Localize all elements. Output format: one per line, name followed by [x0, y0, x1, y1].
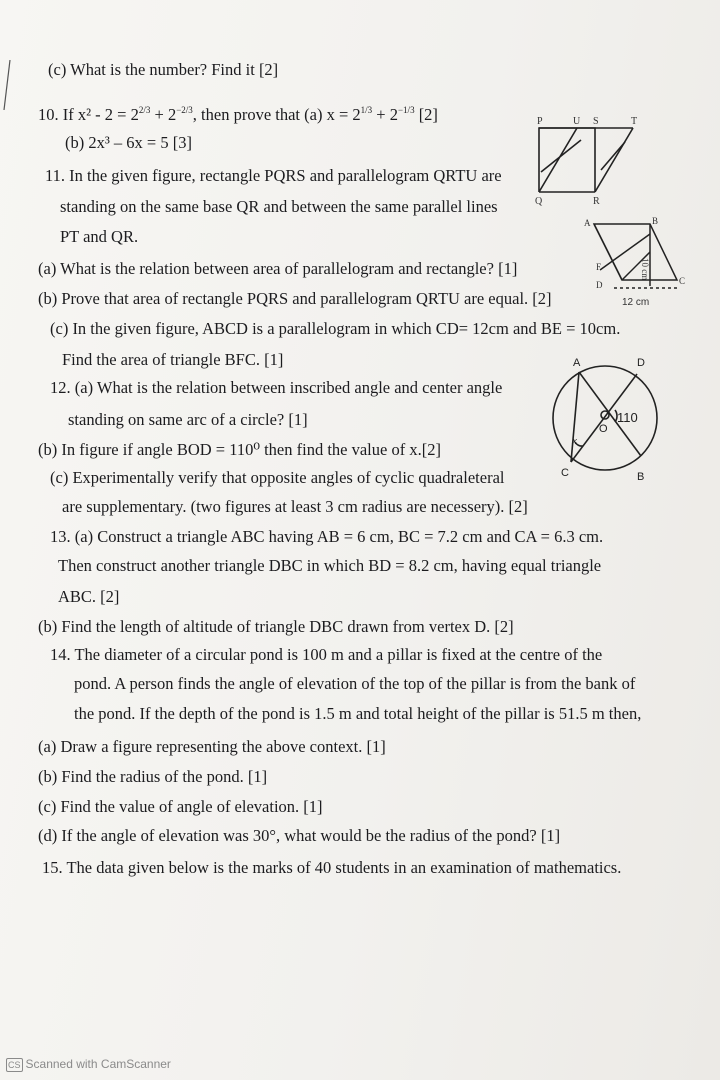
fig3-label-b: B — [637, 471, 645, 483]
fig1-label-r: R — [593, 196, 600, 207]
q11-part-a: (a) What is the relation between area of parallelogram and rectangle? [1] — [38, 259, 518, 278]
fig3-angle-label: 110 — [617, 410, 638, 425]
fig3-label-o: O — [599, 423, 608, 435]
q14-part-b: (b) Find the radius of the pond. [1] — [38, 767, 268, 786]
q10-part-b: (b) 2x³ – 6x = 5 [3] — [65, 133, 192, 152]
figure-parallelogram-abcd — [582, 212, 687, 312]
fig2-label-be: 10 cm — [640, 258, 650, 281]
fig3-label-d: D — [637, 357, 645, 369]
q11-part-c-line2: Find the area of triangle BFC. [1] — [62, 350, 284, 369]
fig3-label-a: A — [573, 357, 581, 369]
q14-statement-line2: pond. A person finds the angle of elevation of the top of the pillar is from the bank of — [74, 674, 636, 693]
fig1-label-t: T — [631, 116, 638, 127]
q11-statement-line3: PT and QR. — [60, 227, 139, 246]
q14-part-c: (c) Find the value of angle of elevation. [1] — [38, 797, 323, 816]
fig2-label-b: B — [652, 216, 659, 226]
figure-rectangle-parallelogram — [525, 108, 645, 208]
q13-part-b: (b) Find the length of altitude of triangle DBC drawn from vertex D. [2] — [38, 617, 514, 636]
fig1-label-p: P — [537, 116, 543, 127]
fig1-label-q: Q — [535, 196, 543, 207]
q14-part-a: (a) Draw a figure representing the above context. [1] — [38, 737, 386, 756]
camscanner-footer — [6, 1057, 171, 1072]
fig1-label-u: U — [573, 116, 581, 127]
fig2-label-cd: 12 cm — [622, 297, 650, 308]
q11-part-b: (b) Prove that area of rectangle PQRS and parallelogram QRTU are equal. [2] — [38, 289, 552, 308]
camscanner-icon: CS — [8, 1060, 21, 1070]
q11-statement-line2: standing on the same base QR and between the same parallel lines — [60, 197, 498, 216]
q12-part-c-line2: are supplementary. (two figures at least 3 cm radius are necessery). [2] — [62, 497, 528, 516]
q11-part-c: (c) In the given figure, ABCD is a parallelogram in which CD= 12cm and BE = 10cm. — [50, 319, 621, 338]
q9-part-c: (c) What is the number? Find it [2] — [48, 60, 279, 79]
q13-part-a-line2: Then construct another triangle DBC in which BD = 8.2 cm, having equal triangle — [58, 556, 602, 575]
page-edge-mark — [2, 60, 12, 110]
q14-statement-line1: 14. The diameter of a circular pond is 100 m and a pillar is fixed at the centre of the — [50, 645, 603, 664]
fig2-label-c: C — [679, 276, 686, 286]
q12-part-a-line2: standing on same arc of a circle? [1] — [68, 410, 308, 429]
fig2-label-d: D — [596, 280, 603, 290]
fig2-label-f: F — [596, 262, 602, 272]
q14-statement-line3: the pond. If the depth of the pond is 1.5 m and total height of the pillar is 51.5 m then, — [74, 704, 642, 723]
camscanner-text: Scanned with CamScanner — [25, 1057, 171, 1071]
figure-circle — [545, 352, 665, 487]
fig3-label-x: x — [572, 435, 577, 447]
q15-statement: 15. The data given below is the marks of 40 students in an examination of mathematics. — [42, 858, 622, 877]
q11-statement-line1: 11. In the given figure, rectangle PQRS and parallelogram QRTU are — [45, 166, 502, 185]
q12-part-b: (b) In figure if angle BOD = 110⁰ then find the value of x.[2] — [38, 440, 441, 459]
fig3-label-c: C — [561, 467, 569, 479]
fig2-label-a: A — [584, 218, 591, 228]
q12-part-a: 12. (a) What is the relation between inscribed angle and center angle — [50, 378, 503, 397]
q12-part-c: (c) Experimentally verify that opposite angles of cyclic quadraleteral — [50, 468, 505, 487]
fig1-label-s: S — [593, 116, 599, 127]
q13-part-a: 13. (a) Construct a triangle ABC having AB = 6 cm, BC = 7.2 cm and CA = 6.3 cm. — [50, 527, 604, 546]
q10-statement: 10. If $x^2 - 2 = 2^{2/3} + 2^{-2/3}$, then prove that (a) $x = 2^{1/3} + 2^{-1/3}$ [2] — [38, 105, 438, 124]
q13-part-a-line3: ABC. [2] — [58, 587, 120, 606]
q14-part-d: (d) If the angle of elevation was 30°, what would be the radius of the pond? [1] — [38, 826, 561, 845]
